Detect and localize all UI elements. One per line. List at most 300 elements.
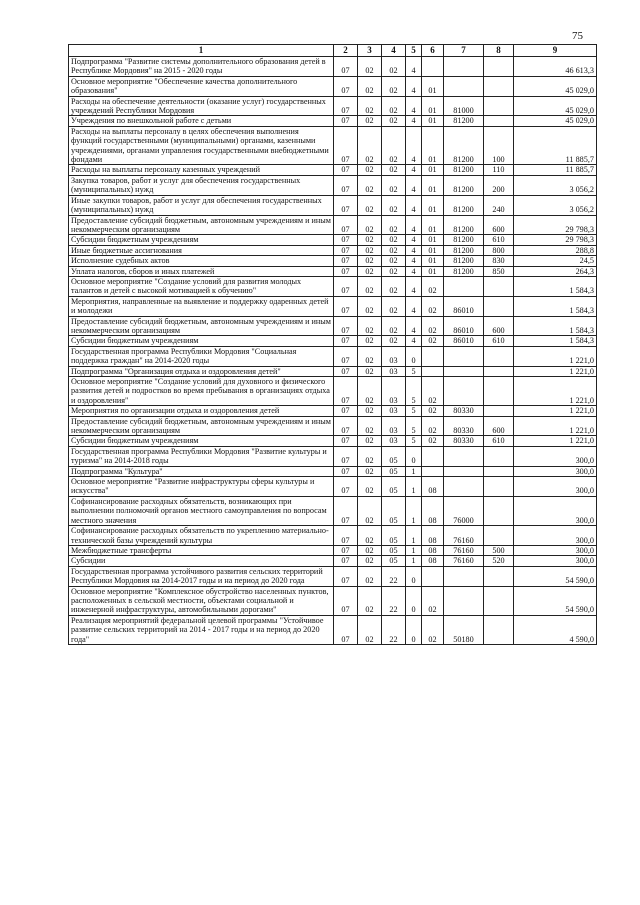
- row-amount: 1 584,3: [514, 296, 597, 316]
- header-cell: 4: [382, 45, 406, 57]
- code-program: 22: [382, 615, 406, 644]
- code-program: 05: [382, 556, 406, 566]
- code-expense-type: 610: [484, 336, 514, 346]
- row-amount: 1 221,0: [514, 366, 597, 376]
- row-amount: 54 590,0: [514, 586, 597, 615]
- code-direction: 86010: [444, 296, 484, 316]
- table-row: [69, 126, 597, 165]
- code-section: 07: [334, 296, 358, 316]
- code-program: 02: [382, 235, 406, 245]
- row-description: Основное мероприятие "Обеспечение качества дополнительного образования": [69, 76, 334, 96]
- row-amount: 11 885,7: [514, 126, 597, 165]
- code-expense-type: [484, 406, 514, 416]
- row-description: Субсидии: [69, 556, 334, 566]
- code-direction: [444, 446, 484, 466]
- code-section: 07: [334, 477, 358, 497]
- code-direction: 81200: [444, 235, 484, 245]
- code-expense-type: [484, 57, 514, 77]
- row-description: Основное мероприятие "Комплексное обустройство населенных пунктов, расположенных в сельской местности, объектами социальной и инженерной инфраструктуры, автомобильными дорогами": [69, 586, 334, 615]
- code-direction: [444, 57, 484, 77]
- code-subprogram: 4: [406, 76, 422, 96]
- row-description: Основное мероприятие "Развитие инфраструктуры сферы культуры и искусства": [69, 477, 334, 497]
- row-description: Межбюджетные трансферты: [69, 545, 334, 555]
- code-subprogram: 0: [406, 446, 422, 466]
- code-program: 02: [382, 195, 406, 215]
- code-expense-type: 850: [484, 266, 514, 276]
- code-subsection: 02: [358, 446, 382, 466]
- code-direction: 81200: [444, 266, 484, 276]
- code-program: 02: [382, 175, 406, 195]
- code-subprogram: 1: [406, 466, 422, 476]
- code-direction: [444, 76, 484, 96]
- code-program: 05: [382, 477, 406, 497]
- code-program: 02: [382, 245, 406, 255]
- code-section: 07: [334, 556, 358, 566]
- table-row: [69, 96, 597, 116]
- row-amount: 11 885,7: [514, 165, 597, 175]
- code-subprogram: 4: [406, 235, 422, 245]
- code-measure: 08: [422, 526, 444, 546]
- code-subsection: 02: [358, 377, 382, 406]
- code-direction: 81200: [444, 256, 484, 266]
- row-description: Учреждения по внешкольной работе с детьми: [69, 116, 334, 126]
- row-amount: 24,5: [514, 256, 597, 266]
- code-subprogram: 4: [406, 116, 422, 126]
- row-amount: 1 221,0: [514, 436, 597, 446]
- code-expense-type: [484, 96, 514, 116]
- row-amount: 45 029,0: [514, 76, 597, 96]
- row-amount: 1 221,0: [514, 416, 597, 436]
- row-amount: 300,0: [514, 545, 597, 555]
- code-program: 02: [382, 266, 406, 276]
- code-subsection: 02: [358, 165, 382, 175]
- code-subsection: 02: [358, 195, 382, 215]
- code-expense-type: [484, 496, 514, 525]
- code-program: 05: [382, 545, 406, 555]
- code-subprogram: 4: [406, 296, 422, 316]
- table-row: [69, 545, 597, 555]
- code-subprogram: 5: [406, 416, 422, 436]
- code-subsection: 02: [358, 276, 382, 296]
- code-expense-type: [484, 116, 514, 126]
- row-description: Реализация мероприятий федеральной целевой программы "Устойчивое развитие сельских территорий на 2014 - 2017 годы и на период до 2020 года": [69, 615, 334, 644]
- row-amount: 300,0: [514, 496, 597, 525]
- row-description: Основное мероприятие "Создание условий для духовного и физического развития детей и подростков во время пребывания в организациях отдыха и оздоровления": [69, 377, 334, 406]
- row-amount: 300,0: [514, 466, 597, 476]
- code-program: 22: [382, 586, 406, 615]
- code-subprogram: 4: [406, 256, 422, 266]
- code-measure: 01: [422, 235, 444, 245]
- code-direction: 80330: [444, 436, 484, 446]
- code-direction: [444, 466, 484, 476]
- code-subsection: 02: [358, 406, 382, 416]
- code-subprogram: 4: [406, 276, 422, 296]
- row-description: Иные бюджетные ассигнования: [69, 245, 334, 255]
- code-measure: [422, 346, 444, 366]
- row-amount: 3 056,2: [514, 195, 597, 215]
- row-description: Софинансирование расходных обязательств, возникающих при выполнении полномочий органов местного самоуправления по вопросам местного значения: [69, 496, 334, 525]
- code-measure: [422, 57, 444, 77]
- table-body: [69, 57, 597, 645]
- code-program: 03: [382, 416, 406, 436]
- header-cell: 9: [514, 45, 597, 57]
- code-expense-type: 830: [484, 256, 514, 266]
- code-measure: 08: [422, 545, 444, 555]
- code-measure: 02: [422, 377, 444, 406]
- code-expense-type: 610: [484, 436, 514, 446]
- code-direction: 81200: [444, 126, 484, 165]
- code-section: 07: [334, 126, 358, 165]
- code-direction: [444, 276, 484, 296]
- code-section: 07: [334, 245, 358, 255]
- code-section: 07: [334, 615, 358, 644]
- row-amount: 300,0: [514, 477, 597, 497]
- row-description: Предоставление субсидий бюджетным, автономным учреждениям и иным некоммерческим организациям: [69, 416, 334, 436]
- table-row: [69, 266, 597, 276]
- code-subprogram: 0: [406, 566, 422, 586]
- code-measure: 01: [422, 195, 444, 215]
- code-program: 02: [382, 256, 406, 266]
- table-row: [69, 477, 597, 497]
- code-subprogram: 4: [406, 126, 422, 165]
- header-cell: 2: [334, 45, 358, 57]
- row-description: Подпрограмма "Развитие системы дополнительного образования детей в Республике Мордовия" на 2015 - 2020 годы: [69, 57, 334, 77]
- code-section: 07: [334, 256, 358, 266]
- code-measure: 01: [422, 245, 444, 255]
- table-row: [69, 57, 597, 77]
- row-amount: 46 613,3: [514, 57, 597, 77]
- code-program: 02: [382, 126, 406, 165]
- code-expense-type: 600: [484, 316, 514, 336]
- code-section: 07: [334, 175, 358, 195]
- code-section: 07: [334, 266, 358, 276]
- code-expense-type: 100: [484, 126, 514, 165]
- code-subsection: 02: [358, 296, 382, 316]
- code-subsection: 02: [358, 256, 382, 266]
- table-row: [69, 586, 597, 615]
- code-measure: 02: [422, 276, 444, 296]
- row-amount: 1 584,3: [514, 316, 597, 336]
- code-subsection: 02: [358, 477, 382, 497]
- code-subprogram: 4: [406, 245, 422, 255]
- row-amount: 45 029,0: [514, 116, 597, 126]
- table-row: [69, 436, 597, 446]
- header-cell: 1: [69, 45, 334, 57]
- code-expense-type: 500: [484, 545, 514, 555]
- row-description: Мероприятия, направленные на выявление и поддержку одаренных детей и молодежи: [69, 296, 334, 316]
- table-row: [69, 215, 597, 235]
- header-cell: 8: [484, 45, 514, 57]
- code-direction: 50180: [444, 615, 484, 644]
- code-expense-type: [484, 76, 514, 96]
- code-subsection: 02: [358, 496, 382, 525]
- row-description: Расходы на выплаты персоналу казенных учреждений: [69, 165, 334, 175]
- code-expense-type: 600: [484, 215, 514, 235]
- code-subsection: 02: [358, 245, 382, 255]
- code-subsection: 02: [358, 466, 382, 476]
- code-direction: [444, 477, 484, 497]
- code-section: 07: [334, 346, 358, 366]
- code-subsection: 02: [358, 175, 382, 195]
- row-description: Государственная программа устойчивого развития сельских территорий Республики Мордовия на 2014-2017 годы и на период до 2020 года: [69, 566, 334, 586]
- code-section: 07: [334, 446, 358, 466]
- table-row: [69, 526, 597, 546]
- code-subsection: 02: [358, 76, 382, 96]
- code-subprogram: 1: [406, 477, 422, 497]
- table-row: [69, 175, 597, 195]
- code-subsection: 02: [358, 126, 382, 165]
- code-measure: 01: [422, 256, 444, 266]
- row-description: Софинансирование расходных обязательств по укреплению материально-технической базы учреждений культуры: [69, 526, 334, 546]
- code-direction: 76160: [444, 526, 484, 546]
- code-measure: 02: [422, 336, 444, 346]
- row-description: Подпрограмма "Организация отдыха и оздоровления детей": [69, 366, 334, 376]
- code-section: 07: [334, 366, 358, 376]
- code-measure: 01: [422, 126, 444, 165]
- row-description: Субсидии бюджетным учреждениям: [69, 436, 334, 446]
- code-program: 02: [382, 165, 406, 175]
- code-subsection: 02: [358, 566, 382, 586]
- row-amount: 300,0: [514, 446, 597, 466]
- row-amount: 3 056,2: [514, 175, 597, 195]
- code-direction: 81200: [444, 245, 484, 255]
- code-program: 05: [382, 466, 406, 476]
- table-row: [69, 366, 597, 376]
- row-amount: 264,3: [514, 266, 597, 276]
- code-expense-type: [484, 366, 514, 376]
- code-section: 07: [334, 436, 358, 446]
- code-program: 02: [382, 57, 406, 77]
- code-section: 07: [334, 165, 358, 175]
- table-row: [69, 377, 597, 406]
- row-amount: 1 221,0: [514, 377, 597, 406]
- code-program: 03: [382, 377, 406, 406]
- code-section: 07: [334, 466, 358, 476]
- table-header-row: [69, 45, 597, 57]
- row-amount: 45 029,0: [514, 96, 597, 116]
- code-subprogram: 4: [406, 336, 422, 346]
- row-description: Уплата налогов, сборов и иных платежей: [69, 266, 334, 276]
- code-program: 02: [382, 336, 406, 346]
- row-description: Расходы на обеспечение деятельности (оказание услуг) государственных учреждений Республики Мордовия: [69, 96, 334, 116]
- code-expense-type: 240: [484, 195, 514, 215]
- code-direction: 81200: [444, 165, 484, 175]
- header-cell: 3: [358, 45, 382, 57]
- code-program: 02: [382, 316, 406, 336]
- code-subsection: 02: [358, 57, 382, 77]
- code-section: 07: [334, 235, 358, 245]
- header-cell: 6: [422, 45, 444, 57]
- code-measure: 08: [422, 496, 444, 525]
- code-program: 03: [382, 406, 406, 416]
- row-amount: 288,8: [514, 245, 597, 255]
- code-section: 07: [334, 545, 358, 555]
- code-measure: 02: [422, 416, 444, 436]
- code-section: 07: [334, 195, 358, 215]
- row-amount: 54 590,0: [514, 566, 597, 586]
- code-expense-type: 800: [484, 245, 514, 255]
- page-number: 75: [572, 30, 583, 42]
- code-direction: 81200: [444, 195, 484, 215]
- table-row: [69, 556, 597, 566]
- code-expense-type: [484, 377, 514, 406]
- code-measure: 01: [422, 175, 444, 195]
- code-subsection: 02: [358, 436, 382, 446]
- row-description: Государственная программа Республики Мордовия "Социальная поддержка граждан" на 2014-2020 годы: [69, 346, 334, 366]
- code-program: 02: [382, 116, 406, 126]
- table-row: [69, 245, 597, 255]
- row-description: Расходы на выплаты персоналу в целях обеспечения выполнения функций государственными (муниципальными) органами, казенными учреждениями, органами управления государственными внебюджетными фондами: [69, 126, 334, 165]
- code-subsection: 02: [358, 266, 382, 276]
- code-program: 03: [382, 366, 406, 376]
- code-subsection: 02: [358, 615, 382, 644]
- code-subprogram: 5: [406, 436, 422, 446]
- code-subsection: 02: [358, 526, 382, 546]
- code-section: 07: [334, 586, 358, 615]
- code-subsection: 02: [358, 336, 382, 346]
- code-subprogram: 4: [406, 266, 422, 276]
- table-row: [69, 615, 597, 644]
- row-amount: 300,0: [514, 556, 597, 566]
- code-measure: 01: [422, 266, 444, 276]
- code-measure: 02: [422, 296, 444, 316]
- code-subsection: 02: [358, 416, 382, 436]
- table-row: [69, 276, 597, 296]
- header-cell: 5: [406, 45, 422, 57]
- table-row: [69, 256, 597, 266]
- code-section: 07: [334, 526, 358, 546]
- row-description: Исполнение судебных актов: [69, 256, 334, 266]
- code-direction: 76000: [444, 496, 484, 525]
- table-row: [69, 76, 597, 96]
- code-expense-type: [484, 276, 514, 296]
- code-measure: 01: [422, 165, 444, 175]
- code-section: 07: [334, 377, 358, 406]
- row-amount: 29 798,3: [514, 235, 597, 245]
- code-direction: 81200: [444, 215, 484, 235]
- code-section: 07: [334, 496, 358, 525]
- code-subsection: 02: [358, 316, 382, 336]
- row-description: Государственная программа Республики Мордовия "Развитие культуры и туризма" на 2014-2018 годы: [69, 446, 334, 466]
- code-subprogram: 4: [406, 57, 422, 77]
- code-measure: 01: [422, 215, 444, 235]
- code-direction: 81200: [444, 175, 484, 195]
- code-direction: 76160: [444, 556, 484, 566]
- code-subprogram: 1: [406, 545, 422, 555]
- code-subprogram: 0: [406, 586, 422, 615]
- header-cell: 7: [444, 45, 484, 57]
- table-row: [69, 116, 597, 126]
- table-row: [69, 165, 597, 175]
- table-row: [69, 446, 597, 466]
- row-amount: 1 584,3: [514, 336, 597, 346]
- code-measure: 01: [422, 96, 444, 116]
- code-program: 02: [382, 76, 406, 96]
- code-measure: 02: [422, 316, 444, 336]
- row-description: Субсидии бюджетным учреждениям: [69, 235, 334, 245]
- code-program: 02: [382, 96, 406, 116]
- code-subsection: 02: [358, 96, 382, 116]
- code-subprogram: 5: [406, 377, 422, 406]
- code-subprogram: 4: [406, 316, 422, 336]
- code-subprogram: 4: [406, 215, 422, 235]
- table-row: [69, 416, 597, 436]
- code-subsection: 02: [358, 545, 382, 555]
- code-program: 02: [382, 296, 406, 316]
- code-direction: 80330: [444, 406, 484, 416]
- row-description: Иные закупки товаров, работ и услуг для обеспечения государственных (муниципальных) нужд: [69, 195, 334, 215]
- code-direction: [444, 377, 484, 406]
- code-expense-type: [484, 586, 514, 615]
- row-amount: 1 221,0: [514, 346, 597, 366]
- code-measure: 01: [422, 116, 444, 126]
- code-expense-type: 520: [484, 556, 514, 566]
- code-subprogram: 4: [406, 175, 422, 195]
- code-section: 07: [334, 336, 358, 346]
- code-program: 02: [382, 215, 406, 235]
- table-row: [69, 195, 597, 215]
- code-expense-type: [484, 526, 514, 546]
- code-measure: [422, 466, 444, 476]
- row-description: Мероприятия по организации отдыха и оздоровления детей: [69, 406, 334, 416]
- table-row: [69, 496, 597, 525]
- code-subsection: 02: [358, 366, 382, 376]
- code-section: 07: [334, 76, 358, 96]
- code-direction: 86010: [444, 316, 484, 336]
- code-measure: [422, 566, 444, 586]
- code-direction: [444, 366, 484, 376]
- code-section: 07: [334, 316, 358, 336]
- code-subprogram: 1: [406, 496, 422, 525]
- row-amount: 1 584,3: [514, 276, 597, 296]
- code-section: 07: [334, 406, 358, 416]
- code-expense-type: 600: [484, 416, 514, 436]
- row-amount: 4 590,0: [514, 615, 597, 644]
- row-amount: 1 221,0: [514, 406, 597, 416]
- code-direction: 80330: [444, 416, 484, 436]
- code-section: 07: [334, 116, 358, 126]
- table-row: [69, 566, 597, 586]
- budget-table: [68, 44, 597, 645]
- code-expense-type: 200: [484, 175, 514, 195]
- code-subsection: 02: [358, 346, 382, 366]
- code-expense-type: [484, 446, 514, 466]
- code-expense-type: [484, 296, 514, 316]
- row-description: Субсидии бюджетным учреждениям: [69, 336, 334, 346]
- code-measure: 08: [422, 556, 444, 566]
- code-program: 05: [382, 526, 406, 546]
- code-direction: 86010: [444, 336, 484, 346]
- code-expense-type: [484, 346, 514, 366]
- row-amount: 29 798,3: [514, 215, 597, 235]
- table-row: [69, 406, 597, 416]
- code-program: 05: [382, 446, 406, 466]
- code-measure: [422, 446, 444, 466]
- code-program: 22: [382, 566, 406, 586]
- table-row: [69, 296, 597, 316]
- code-direction: 81000: [444, 96, 484, 116]
- code-expense-type: 610: [484, 235, 514, 245]
- code-section: 07: [334, 416, 358, 436]
- code-subprogram: 5: [406, 366, 422, 376]
- code-measure: 02: [422, 436, 444, 446]
- code-subsection: 02: [358, 116, 382, 126]
- table-row: [69, 316, 597, 336]
- code-measure: 02: [422, 615, 444, 644]
- code-direction: [444, 346, 484, 366]
- code-subsection: 02: [358, 556, 382, 566]
- code-subprogram: 4: [406, 165, 422, 175]
